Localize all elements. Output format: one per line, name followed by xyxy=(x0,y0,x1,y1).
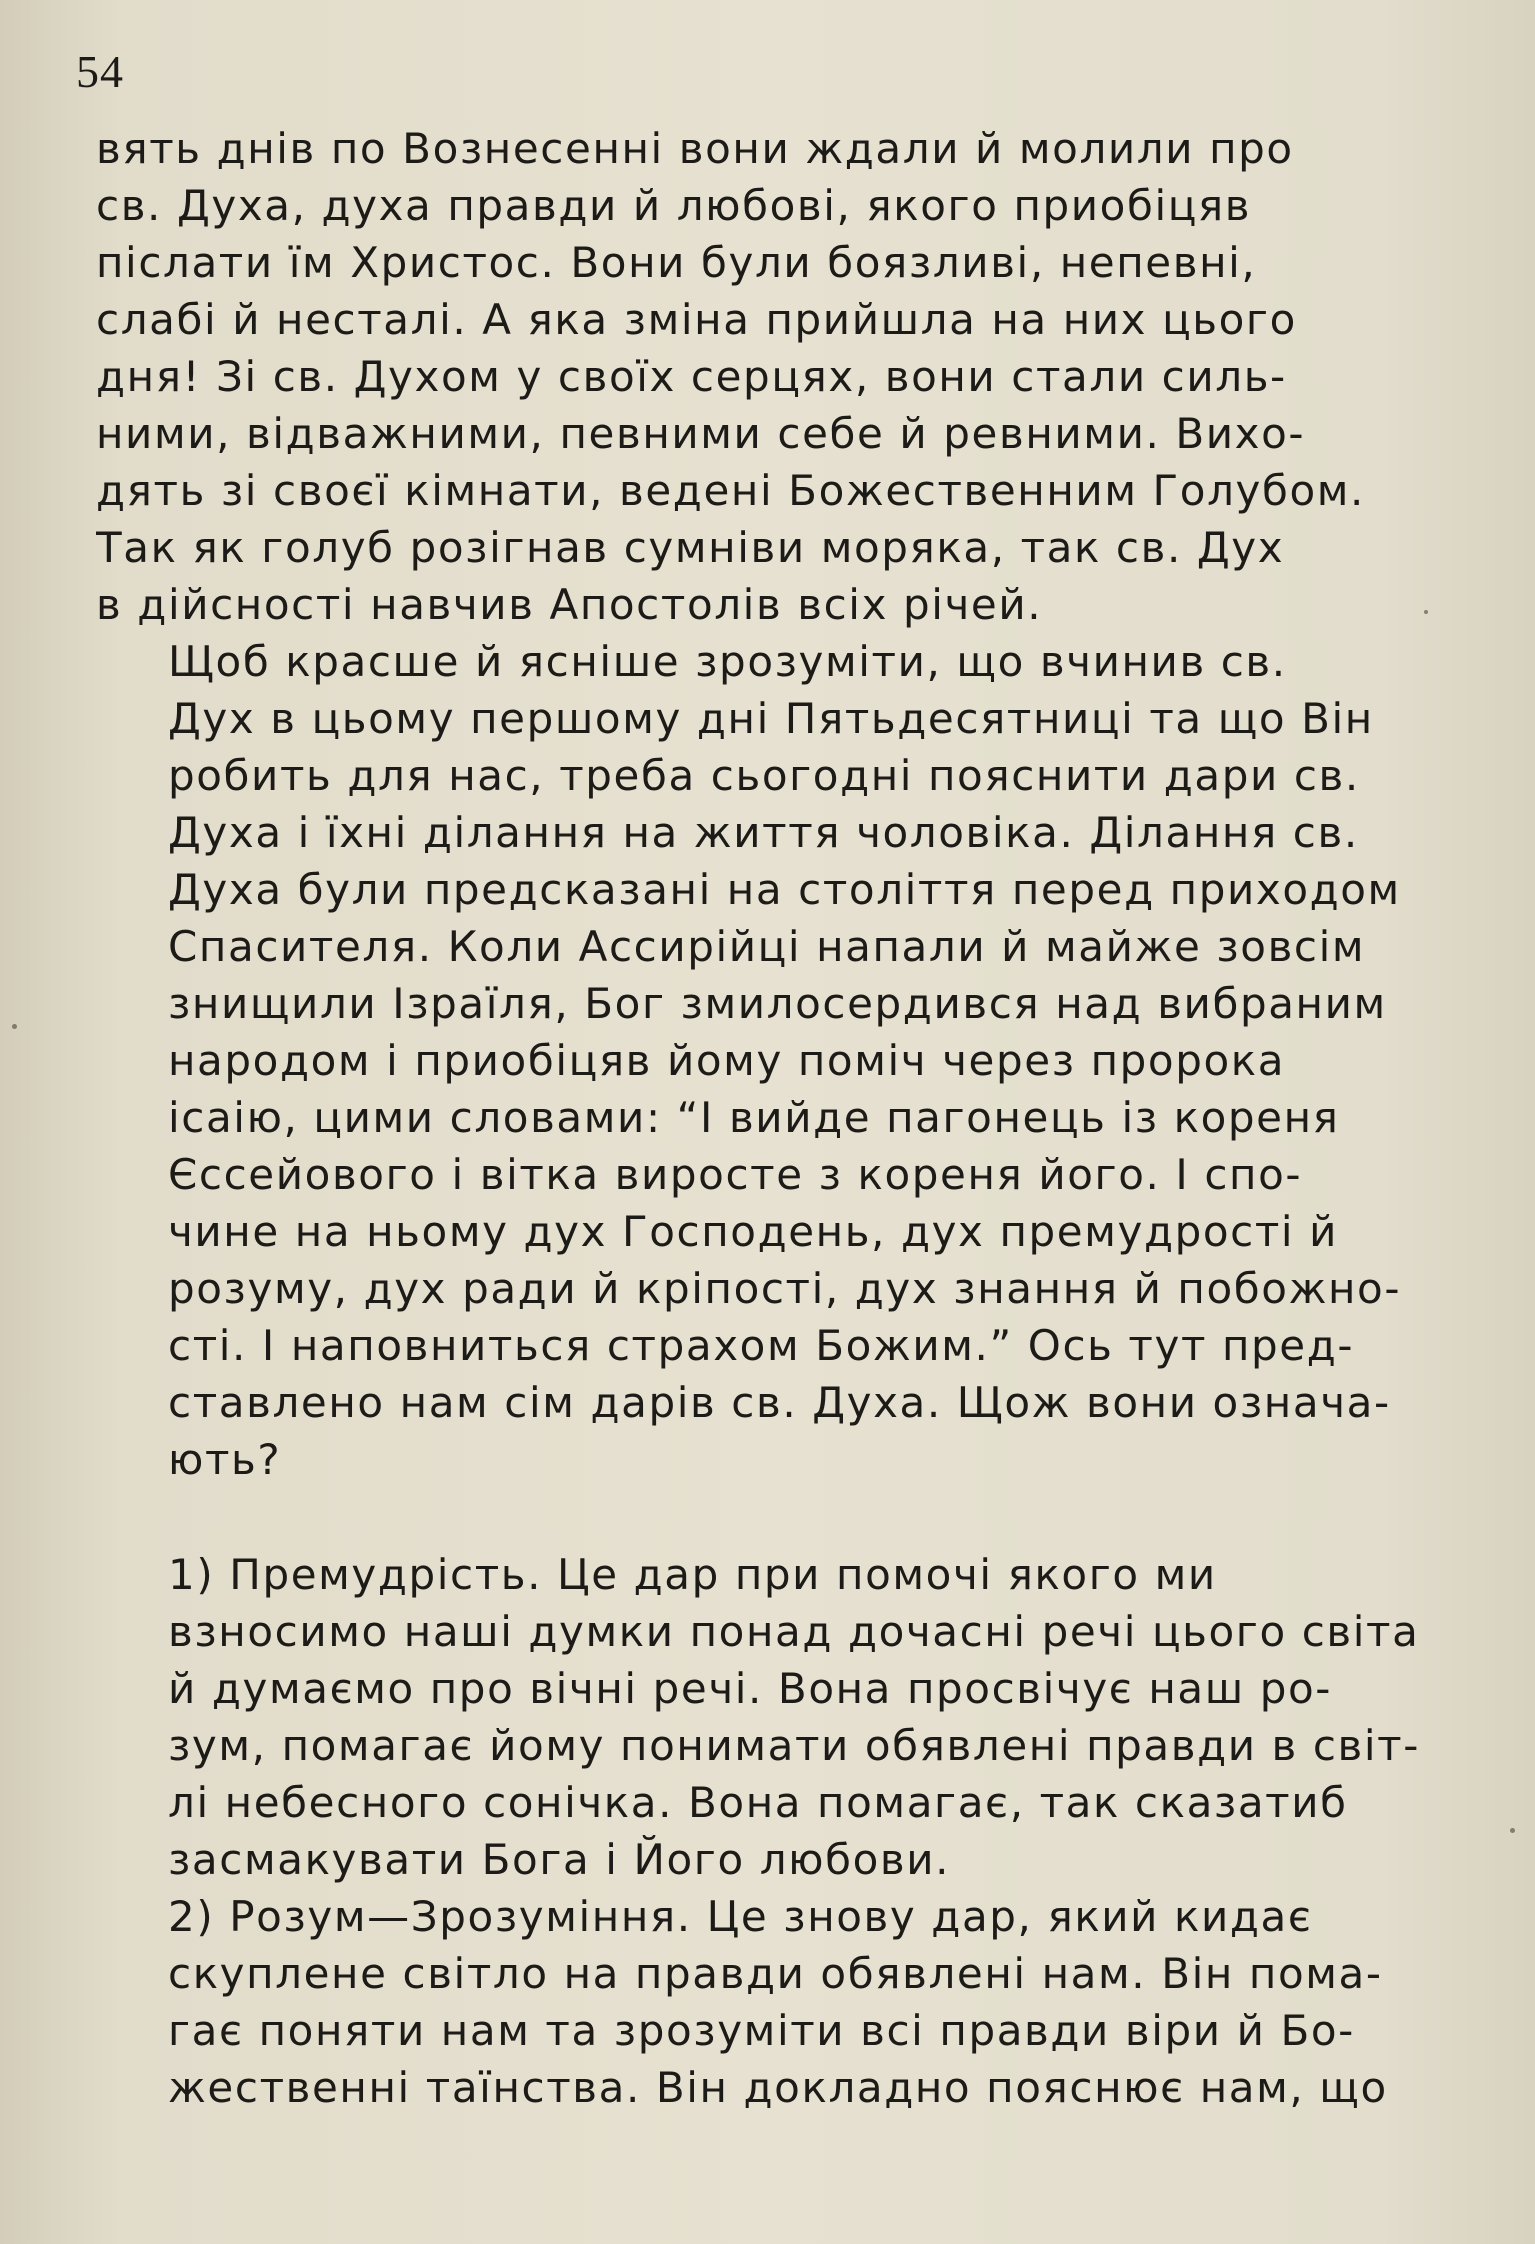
text-line: післати їм Христос. Вони були боязливі, непевні, xyxy=(96,238,1257,287)
text-line: чине на ньому дух Господень, дух премудрості й xyxy=(168,1207,1339,1256)
text-line: засмакувати Бога і Його любови. xyxy=(168,1835,951,1884)
page-body-text xyxy=(96,120,1466,2116)
text-line: взносимо наші думки понад дочасні речі цього світа xyxy=(168,1607,1420,1656)
text-line: народом і приобіцяв йому поміч через пророка xyxy=(168,1036,1286,1085)
text-line: вять днів по Вознесенні вони ждали й молили про xyxy=(96,124,1294,173)
text-line: в дійсності навчив Апостолів всіх річей. xyxy=(96,580,1043,629)
text-line: 1) Премудрість. Це дар при помочі якого ми xyxy=(168,1550,1217,1599)
text-line: Спасителя. Коли Ассирійці напали й майже зовсім xyxy=(168,922,1366,971)
paper-speck xyxy=(1424,610,1428,614)
text-line: розуму, дух ради й кріпості, дух знання й побожно- xyxy=(168,1264,1402,1313)
text-line: ними, відважними, певними себе й ревними. Вихо- xyxy=(96,409,1306,458)
text-line: 2) Розум—Зрозуміння. Це знову дар, який кидає xyxy=(168,1892,1313,1941)
text-line: дня! Зі св. Духом у своїх серцях, вони стали силь- xyxy=(96,352,1287,401)
text-line: сті. І наповниться страхом Божим.” Ось тут пред- xyxy=(168,1321,1355,1370)
text-line: ісаію, цими словами: “І вийде пагонець із кореня xyxy=(168,1093,1340,1142)
text-line: дять зі своєї кімнати, ведені Божественним Голубом. xyxy=(96,466,1366,515)
text-line: скуплене світло на правди обявлені нам. Він пома- xyxy=(168,1949,1383,1998)
text-line: ставлено нам сім дарів св. Духа. Щож вони означа- xyxy=(168,1378,1391,1427)
text-line: Дух в цьому першому дні Пятьдесятниці та що Він xyxy=(168,694,1374,743)
paper-speck xyxy=(12,1024,17,1029)
text-line: слабі й несталі. А яка зміна прийшла на них цього xyxy=(96,295,1297,344)
text-line: знищили Ізраїля, Бог змилосердився над вибраним xyxy=(168,979,1387,1028)
text-line: Духа і їхні ділання на життя чоловіка. Ділання св. xyxy=(168,808,1359,857)
text-line: зум, помагає йому понимати обявлені правди в світ- xyxy=(168,1721,1421,1770)
paragraph-gift-wisdom xyxy=(96,1546,1466,1888)
text-line: Так як голуб розігнав сумніви моряка, так св. Дух xyxy=(96,523,1285,572)
text-line: Єссейового і вітка виросте з кореня його. І спо- xyxy=(168,1150,1303,1199)
text-line: й думаємо про вічні речі. Вона просвічує наш ро- xyxy=(168,1664,1333,1713)
paragraph-gift-understanding xyxy=(96,1888,1466,2116)
text-line: Щоб красше й ясніше зрозуміти, що вчинив св. xyxy=(168,637,1287,686)
page-number: 54 xyxy=(76,46,124,97)
text-line: робить для нас, треба сьогодні пояснити дари св. xyxy=(168,751,1360,800)
text-line: гає поняти нам та зрозуміти всі правди віри й Бо- xyxy=(168,2006,1355,2055)
text-line: св. Духа, духа правди й любові, якого приобіцяв xyxy=(96,181,1252,230)
paragraph-pentecost-disciples xyxy=(96,120,1466,633)
text-line: жественні таїнства. Він докладно пояснює нам, що xyxy=(168,2063,1388,2112)
text-line: лі небесного сонічка. Вона помагає, так сказатиб xyxy=(168,1778,1348,1827)
text-line: ють? xyxy=(168,1435,282,1484)
text-line: Духа були предсказані на століття перед приходом xyxy=(168,865,1401,914)
paragraph-gifts-of-spirit xyxy=(96,633,1466,1488)
paper-speck xyxy=(1510,1828,1515,1833)
